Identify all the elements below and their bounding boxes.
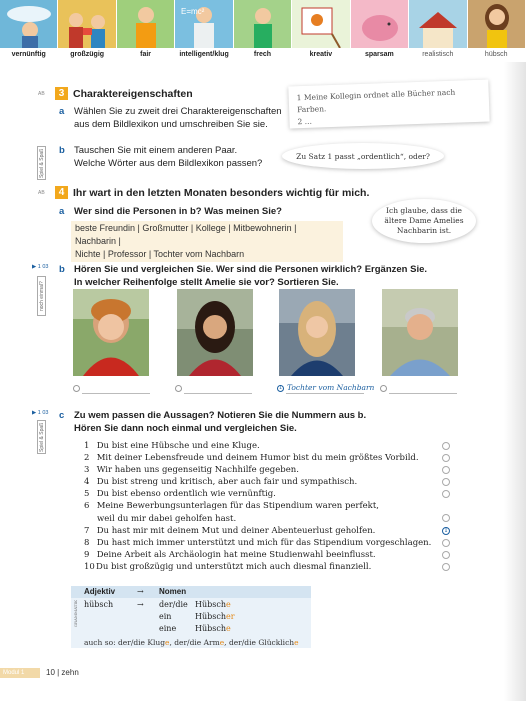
statement-text-cont: weil du mir dabei geholfen hast. bbox=[97, 513, 237, 524]
statement-number: 1 bbox=[84, 441, 90, 451]
grammar-article-2: ein bbox=[159, 612, 172, 621]
audio-track-b[interactable]: ▶ 1 03 bbox=[32, 264, 49, 270]
realistisch-illustration bbox=[409, 0, 466, 48]
photo-young-woman-blonde bbox=[279, 289, 355, 376]
note-line-1: 1 Meine Kollegin ordnet alle Bücher nach Farben. bbox=[296, 87, 456, 115]
grammar-footnote bbox=[84, 638, 299, 647]
task-4b-line1: Hören Sie und vergleichen Sie. Wer sind die Personen wirklich? Ergänzen Sie. bbox=[74, 264, 428, 275]
answer-line-4[interactable] bbox=[389, 384, 457, 394]
foot-part: , der/die Arm bbox=[169, 638, 220, 647]
photo-young-woman-dark bbox=[177, 289, 253, 376]
foot-part: , der/die Glücklich bbox=[224, 638, 295, 647]
fair-illustration bbox=[117, 0, 174, 48]
grammar-head-adjektiv: Adjektiv bbox=[84, 587, 116, 596]
foot-ending: e bbox=[165, 638, 170, 647]
answer-circle[interactable]: 1 bbox=[442, 527, 450, 535]
statement-number: 3 bbox=[84, 465, 90, 476]
answer-line-1[interactable] bbox=[82, 384, 150, 394]
noun-stem: Hübsch bbox=[195, 600, 226, 609]
grammar-arrow: → bbox=[137, 600, 144, 609]
vocab-label: frech bbox=[234, 48, 291, 62]
statement-row bbox=[84, 452, 454, 464]
answer-circle[interactable] bbox=[442, 563, 450, 571]
vocab-label: großzügig bbox=[58, 48, 115, 62]
grammar-side-label: GRAMMATIK bbox=[73, 600, 78, 628]
statement-text: Du hast mich immer unterstützt und mich für das Stipendium vorgeschlagen. bbox=[96, 537, 432, 548]
task-4b-line2: In welcher Reihenfolge stellt Amelie sie vor? Sortieren Sie. bbox=[74, 277, 339, 288]
answer-circle[interactable] bbox=[442, 490, 450, 498]
vocab-label: hübsch bbox=[468, 48, 525, 62]
bubble-line: ältere Dame Amelies bbox=[384, 216, 464, 225]
exercise-3-title: Charaktereigenschaften bbox=[73, 88, 193, 100]
intelligent-illustration bbox=[175, 0, 232, 48]
statement-text: Du hast mir mit deinem Mut und deiner Abenteuerlust geholfen. bbox=[96, 525, 376, 536]
statement-row bbox=[84, 561, 454, 573]
vocab-tile-vernuenftig bbox=[0, 0, 58, 62]
statement-text: Wir haben uns gegenseitig Nachhilfe gegeben. bbox=[96, 465, 299, 476]
statement-text: Mit deiner Lebensfreude und deinem Humor bist du mein größtes Vorbild. bbox=[96, 453, 419, 464]
task-letter-b: b bbox=[59, 145, 65, 156]
word-box bbox=[71, 221, 343, 262]
task-4a-text: Wer sind die Personen in b? Was meinen Sie? bbox=[74, 206, 282, 217]
noun-ending: er bbox=[226, 612, 235, 621]
vernuenftig-illustration bbox=[0, 0, 57, 48]
task-letter-a: a bbox=[59, 206, 65, 217]
handwritten-answer: Tochter vom Nachbarn bbox=[287, 383, 375, 392]
statement-number: 10 bbox=[84, 561, 95, 572]
answer-circle[interactable] bbox=[442, 551, 450, 559]
statement-list bbox=[84, 440, 454, 573]
foot-ending: e bbox=[294, 638, 299, 647]
grammar-noun-1 bbox=[195, 600, 231, 609]
bubble-line: Nachbarin ist. bbox=[396, 226, 452, 235]
statement-row bbox=[84, 488, 454, 500]
vocab-label: vernünftig bbox=[0, 48, 57, 62]
statement-row bbox=[84, 500, 454, 524]
task-3a-line1: Wählen Sie zu zweit drei Charaktereigenschaften bbox=[74, 106, 282, 117]
vocab-label: kreativ bbox=[292, 48, 349, 62]
answer-circle[interactable] bbox=[442, 539, 450, 547]
statement-number: 8 bbox=[84, 537, 90, 548]
statement-row bbox=[84, 525, 454, 537]
grammar-article-3: eine bbox=[159, 624, 177, 633]
huebsch-illustration bbox=[468, 0, 525, 48]
audio-track-c[interactable]: ▶ 1 03 bbox=[32, 410, 49, 416]
answer-circle[interactable] bbox=[442, 454, 450, 462]
vocab-label: intelligent/klug bbox=[175, 48, 232, 62]
bubble-line: Ich glaube, dass die bbox=[386, 206, 462, 215]
task-3b-line2: Welche Wörter aus dem Bildlexikon passen? bbox=[74, 158, 263, 169]
task-3a-line2: aus dem Bildlexikon und umschreiben Sie sie. bbox=[74, 119, 268, 130]
statement-row bbox=[84, 549, 454, 561]
side-tag-noch-einmal: noch einmal? bbox=[37, 276, 46, 316]
vocab-label: fair bbox=[117, 48, 174, 62]
speech-bubble-ordentlich: Zu Satz 1 passt „ordentlich“, oder? bbox=[282, 143, 444, 169]
answer-circle[interactable] bbox=[442, 442, 450, 450]
foot-ending: e bbox=[219, 638, 225, 647]
word-box-line-2: Nichte | Professor | Tochter vom Nachbarn bbox=[75, 249, 245, 259]
statement-row bbox=[84, 440, 454, 452]
answer-circle[interactable] bbox=[442, 514, 450, 522]
photo-older-man bbox=[382, 289, 458, 376]
exercise-4-title: Ihr wart in den letzten Monaten besonders wichtig für mich. bbox=[73, 187, 370, 199]
noun-ending: e bbox=[226, 600, 231, 609]
statement-number: 9 bbox=[84, 549, 90, 560]
vocab-tile-huebsch bbox=[468, 0, 526, 62]
ab-reference: AB bbox=[38, 190, 45, 196]
task-letter-b: b bbox=[59, 264, 65, 275]
grosszuegig-illustration bbox=[58, 0, 115, 48]
statement-text: Du bist ebenso ordentlich wie vernünftig. bbox=[96, 489, 276, 500]
noun-stem: Hübsch bbox=[195, 612, 226, 621]
page-number: 10 | zehn bbox=[46, 668, 79, 677]
grammar-head-arrow: → bbox=[137, 587, 144, 596]
speech-bubble-nachbarin bbox=[372, 199, 476, 243]
statement-text: Du bist streng und kritisch, aber auch fair und sympathisch. bbox=[96, 477, 358, 488]
side-tag-spiel-spass: Spiel & Spaß bbox=[37, 146, 46, 180]
vocab-tile-realistisch bbox=[409, 0, 467, 62]
ab-reference: AB bbox=[38, 91, 45, 97]
statement-text: Meine Bewerbungsunterlagen für das Stipendium waren perfekt, bbox=[96, 501, 379, 512]
vocab-label: sparsam bbox=[351, 48, 408, 62]
answer-circle-1[interactable] bbox=[73, 385, 80, 392]
vocab-tile-sparsam bbox=[351, 0, 409, 62]
task-letter-a: a bbox=[59, 106, 65, 117]
vocab-tile-frech bbox=[234, 0, 292, 62]
statement-number: 5 bbox=[84, 489, 90, 500]
side-tag-spiel-spass: Spiel & Spaß bbox=[37, 420, 46, 454]
answer-circle-2[interactable] bbox=[175, 385, 182, 392]
statement-number: 2 bbox=[84, 453, 90, 464]
answer-circle[interactable] bbox=[442, 478, 450, 486]
page-edge-shadow bbox=[504, 62, 526, 701]
sparsam-illustration bbox=[351, 0, 408, 48]
vocab-label: realistisch bbox=[409, 48, 466, 62]
foot-part: auch so: der/die Klug bbox=[84, 638, 165, 647]
answer-line-2[interactable] bbox=[184, 384, 252, 394]
statement-number: 6 bbox=[84, 501, 90, 512]
statement-number: 7 bbox=[84, 525, 90, 536]
kreativ-illustration bbox=[292, 0, 349, 48]
grammar-noun-3 bbox=[195, 624, 231, 633]
vocab-tile-kreativ bbox=[292, 0, 350, 62]
vocab-tile-fair bbox=[117, 0, 175, 62]
statement-text: Du bist großzügig und unterstützt mich auch diesmal finanziell. bbox=[96, 561, 372, 572]
statement-row bbox=[84, 464, 454, 476]
grammar-article-1: der/die bbox=[159, 600, 188, 609]
exercise-number-3: 3 bbox=[55, 87, 68, 100]
vocab-tile-intelligent bbox=[175, 0, 233, 62]
task-4c-line2: Hören Sie dann noch einmal und vergleichen Sie. bbox=[74, 423, 297, 434]
photo-older-woman bbox=[73, 289, 149, 376]
statement-text: Du bist eine Hübsche und eine Kluge. bbox=[96, 441, 260, 451]
task-4c-line1: Zu wem passen die Aussagen? Notieren Sie die Nummern aus b. bbox=[74, 410, 367, 421]
module-label: Modul 1 bbox=[0, 668, 40, 678]
note-line-2: 2 ... bbox=[297, 116, 313, 127]
example-note bbox=[288, 80, 489, 129]
task-3b-line1: Tauschen Sie mit einem anderen Paar. bbox=[74, 145, 238, 156]
statement-text: Deine Arbeit als Archäologin hat meine Studienwahl beeinflusst. bbox=[96, 549, 376, 560]
noun-ending: e bbox=[226, 624, 231, 633]
frech-illustration bbox=[234, 0, 291, 48]
task-letter-c: c bbox=[59, 410, 65, 421]
statement-row bbox=[84, 476, 454, 488]
statement-number: 4 bbox=[84, 477, 90, 488]
grammar-head-nomen: Nomen bbox=[159, 587, 187, 596]
answer-circle[interactable] bbox=[442, 466, 450, 474]
word-box-line-1: beste Freundin | Großmutter | Kollege | Mitbewohnerin | Nachbarin | bbox=[75, 223, 297, 246]
answer-circle-3[interactable]: 1 bbox=[277, 385, 284, 392]
answer-circle-4[interactable] bbox=[380, 385, 387, 392]
grammar-noun-2 bbox=[195, 612, 235, 621]
svg-text:E=mc²: E=mc² bbox=[181, 7, 205, 16]
grammar-adjective: hübsch bbox=[84, 600, 114, 609]
vocabulary-strip bbox=[0, 0, 526, 62]
exercise-number-4: 4 bbox=[55, 186, 68, 199]
noun-stem: Hübsch bbox=[195, 624, 226, 633]
vocab-tile-grosszuegig bbox=[58, 0, 116, 62]
statement-row bbox=[84, 537, 454, 549]
